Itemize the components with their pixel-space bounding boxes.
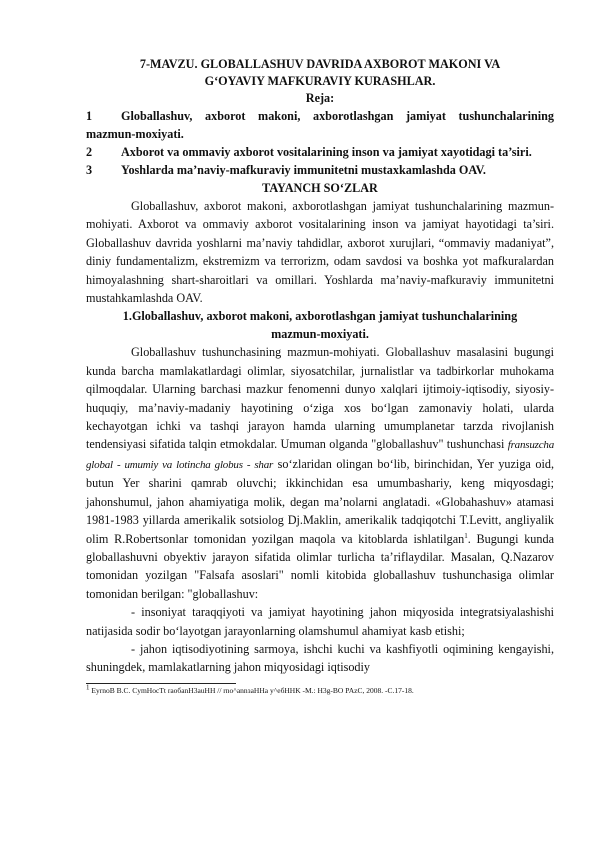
footnote-reference[interactable]: 1: [464, 531, 468, 540]
etymology-italic: fransuzcha global - umumiy va lotincha globus - shar: [86, 439, 554, 471]
definition-item: - insoniyat taraqqiyoti va jamiyat hayotining jahon miqyosida integratsiyalashishi natijasida sodir bo‘layotgan jarayonlarning olamshumul ahamiyat kasb etishi;: [86, 605, 554, 638]
plan-item-text: Yoshlarda ma’naviy-mafkuraviy immunitetni mustaxkamlashda OAV.: [121, 163, 486, 177]
plan-item: [86, 107, 554, 143]
definition-item: - jahon iqtisodiyotining sarmoya, ishchi kuchi va kashfiyotli oqimining kengayishi, shuningdek, mamlakatlarning jahon miqyosidagi iqtisodiy: [86, 641, 554, 675]
key-words-paragraph: Globallashuv, axborot makoni, axborotlashgan jamiyat tushunchalarining mazmun- mohiyati. Axborot va ommaviy axborot vositalarining inson va jamiyat hayotidagi ta’siri. Globallashuv davrida yoshlarni ma’naviy tahdidlar, axborot xurujlari, “ommaviy madaniyat”, diniy fundamentalizm, ekstremizm va terrorizm, odam savdosi va boshka yot mafkuralardan himoyalashning shart-sharoitlari va omillari. Yoshlarda ma’naviy-mafkuraviy immunitetni mustahkamlashda OAV.: [86, 199, 554, 306]
key-words-heading: TAYANCH SO‘ZLAR: [262, 181, 378, 195]
title-line-1: 7-MAVZU. GLOBALLASHUV DAVRIDA AXBOROT MAKONI VA: [139, 57, 501, 71]
plan-item-number: 3: [86, 163, 93, 177]
plan-item-number: 2: [86, 145, 93, 159]
section-1-heading-line-1: 1.Globallashuv, axborot makoni, axborotlashgan jamiyat tushunchalarining: [122, 309, 518, 324]
plan-item: [86, 143, 554, 161]
document-title: [86, 56, 554, 90]
footnote-divider: [86, 683, 236, 684]
section-1-text-b: so‘zlaridan olingan bo‘lib, birinchidan, Yer yuziga oid, butun Yer sharini qamrab oluvchi; ikkinchidan esa umumbashariy, keng miqyosdagi; jahonshumul, jahon ahamiyatiga molik, degan ma’nolarni anglatadi. «Globahashuv» atamasi 1981-1983 yillarda amerikalik sotsiolog Dj.Maklin, amerikalik tadqiqotchi T.Levitt, angliyalik olim R.Robertsonlar tomonidan yozilgan maqola va kitoblarda ishlatilgan: [86, 456, 554, 546]
plan-item-number: 1: [86, 109, 93, 123]
section-1-heading-line-2: mazmun-moxiyati.: [271, 327, 369, 342]
document-page: [86, 56, 554, 696]
plan-item-text: Axborot va ommaviy axborot vositalarining inson va jamiyat xayotidagi ta’siri.: [121, 145, 532, 159]
title-line-2: G‘OYAVIY MAFKURAVIY KURASHLAR.: [204, 74, 436, 88]
footnote: [86, 683, 554, 696]
section-1-text-a: Globallashuv tushunchasining mazmun-mohiyati. Globallashuv masalasini bugungi kunda barcha mamlakatlardagi olimlar, siyosatchilar, jurnalistlar va tadbirkorlar muhokama qilmoqdalar. Ularning barchasi mazkur fenomenni dunyo xalqlari ijtimoiy-iqtisodiy, siyosiy- huquqiy, ma’naviy-madaniy hayotining o‘ziga xos bo‘lgan zamonaviy holati, ularda kechayotgan ichki va tashqi jarayon hamda ularning umumplanetar tarzda rivojlanish tendensiyasi sifatida talqin etmokdalar. Umuman olganda "globallashuv" tushunchasi: [86, 345, 554, 452]
footnote-text: EyrnoB B.C. CymHocTt raoбanH3auHH // rno^annзaHHa y^eбHHK -M.: H3g-BO PAzC, 2008. -C.17-18.: [91, 685, 414, 695]
section-1-heading: [86, 307, 554, 343]
plan-list: [86, 107, 554, 179]
plan-item: [86, 161, 554, 179]
plan-label: Reja:: [305, 91, 335, 105]
plan-item-text: Globallashuv, axborot makoni, axborotlashgan jamiyat tushunchalarining mazmun-moxiyati.: [86, 109, 554, 141]
footnote-number: 1: [86, 683, 90, 692]
section-1-text-c: . Bugungi kunda globallashuvni obyektiv jarayon sifatida olimlar turlicha ta’riflaydilar. Masalan, Q.Nazarov tomonidan yozilgan "Falsafa asoslari" nomli kitobida globallashuv tushunchasiga olimlar tomonidan berilgan: "globallashuv:: [86, 531, 554, 601]
section-1-paragraph: [86, 343, 554, 603]
